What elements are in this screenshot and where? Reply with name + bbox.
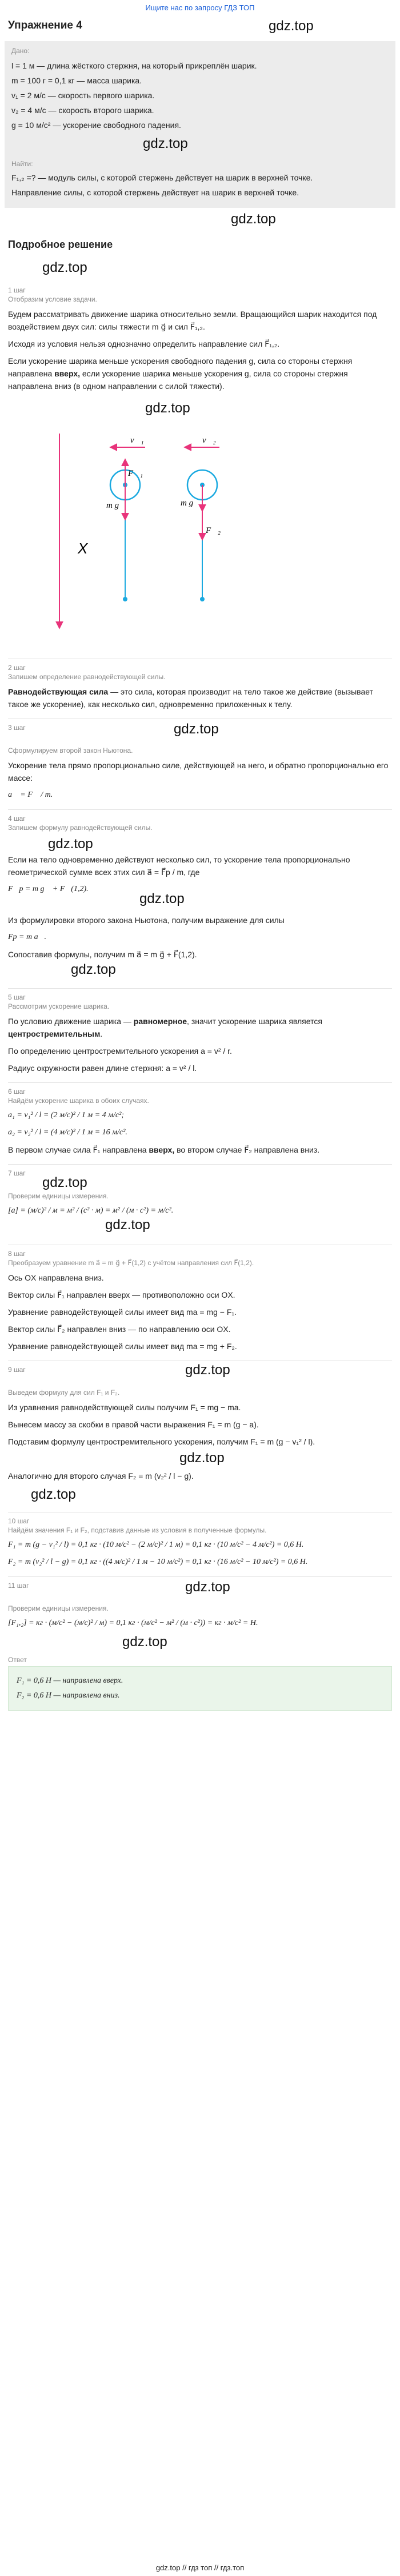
watermark: gdz.top [174,721,219,737]
F1-label: F⃗₁ [128,469,143,478]
step-text: Вектор силы F⃗₂ направлен вниз — по направлению оси OX. [8,1325,231,1334]
formula: [F₁,₂] = кг · (м/с² − (м/с)² / м) = 0,1 кг · (м/с² − м² / (м · с²)) = кг · м/с² = Н. [8,1619,258,1627]
formula: a₁ = v₁² / l = (2 м/с)² / 1 м = 4 м/с²; [8,1111,125,1120]
step-text: Из уравнения равнодействующей силы получим F₁ = mg − ma. [8,1403,241,1412]
step-text: Если ускорение шарика меньше ускорения свободного падения g, сила со стороны стержня направлена вверх, если ускорение шарика меньше ускорения g, сила со стороны стержня направлена вниз (в одном направлении с силой тяжести). [8,356,353,391]
watermark: gdz.top [231,211,276,227]
step-label: 4 шаг [8,814,26,822]
watermark-row [8,1452,392,1470]
given-section [5,41,395,208]
formula: Fр = m a⃗. [8,933,46,941]
watermark-row [8,1634,392,1651]
watermark: gdz.top [48,836,93,852]
step-title: Отобразим условие задачи. [8,295,97,303]
watermark: gdz.top [185,1362,230,1378]
formula: [a] = (м/с)² / м = м² / (с² · м) = м² / (м · с²) = м/с². [8,1206,174,1215]
divider [8,1164,392,1165]
top-search-banner[interactable]: Ищите нас по запросу ГДЗ ТОП [145,3,255,12]
formula: a₂ = v₂² / l = (4 м/с)² / 1 м = 16 м/с². [8,1128,127,1137]
given-line: l = 1 м — длина жёсткого стержня, на который прикреплён шарик. [11,61,257,70]
step-label: 3 шаг [8,724,26,732]
step-text: Подставим формулу центростремительного ускорения, получим F₁ = m (g − v₁² / l). [8,1437,315,1446]
F2-label: F⃗₂ [206,526,221,535]
step-title: Сформулируем второй закон Ньютона. [8,747,133,755]
step-text: Из формулировки второго закона Ньютона, получим выражение для силы [8,916,285,925]
watermark: gdz.top [269,18,314,34]
header [0,15,400,41]
given-line: m = 100 г = 0,1 кг — масса шарика. [11,76,142,85]
watermark-row [8,1217,392,1237]
watermark: gdz.top [122,1634,167,1650]
step-text: Сопоставив формулы, получим m a⃗ = m g⃗ + F⃗(1,2). [8,950,197,959]
given-line: v₂ = 4 м/с — скорость второго шарика. [11,106,154,115]
step-text: Уравнение равнодействующей силы имеет вид ma = mg + F₂. [8,1342,237,1351]
step-label: 2 шаг [8,664,26,672]
step-label: 5 шаг [8,993,26,1001]
watermark-row [8,891,392,914]
step-label: 10 шаг [8,1517,30,1525]
v1-label: v⃗₁ [130,436,144,445]
step-text: Вынесем массу за скобки в правой части выражения F₁ = m (g − a). [8,1420,259,1429]
rod-1-end [123,597,127,601]
answer-line: F₁ = 0,6 Н — направлена вверх. [17,1676,123,1685]
step-text: Аналогично для второго случая F₂ = m (v₂² / l − g). [8,1471,194,1480]
step-label: 9 шаг [8,1366,26,1374]
formula: a⃗ = F⃗ / m. [8,791,53,799]
step-text: Вектор силы F⃗₁ направлен вверх — противоположно оси OX. [8,1290,235,1299]
step-text: Уравнение равнодействующей силы имеет вид ma = mg − F₁. [8,1307,237,1317]
formula: F₁ = m (g − v₁² / l) = 0,1 кг · (10 м/с² − (2 м/с)² / 1 м) = 0,1 кг · (10 м/с² − 4 м/с²) = 0,6 Н. [8,1540,304,1549]
watermark-row [8,208,392,233]
step-title: Найдём ускорение шарика в обоих случаях. [8,1097,149,1105]
step-title: Рассмотрим ускорение шарика. [8,1002,110,1010]
step-label: 7 шаг [8,1169,26,1177]
watermark: gdz.top [31,1487,76,1502]
formula: F⃗р = m g⃗ + F⃗(1,2). [8,885,89,893]
step-title: Проверим единицы измерения. [8,1604,109,1612]
watermark: gdz.top [42,1175,87,1190]
step-title: Запишем определение равнодействующей силы. [8,673,166,681]
step-label: 8 шаг [8,1250,26,1258]
divider [8,988,392,989]
watermark: gdz.top [105,1217,150,1233]
step-text: Будем рассматривать движение шарика относительно земли. Вращающийся шарик находится под воздействием двух сил: силы тяжести m g⃗ и сил F⃗₁,₂. [8,310,377,331]
step-text: Если на тело одновременно действуют несколько сил, то ускорение тела пропорционально геометрической сумме всех этих сил a⃗ = F⃗р / m, где [8,855,350,877]
step-title: Проверим единицы измерения. [8,1192,109,1200]
page-title: Упражнение 4 [8,19,82,31]
divider [8,1082,392,1083]
given-label: Дано: [11,47,30,55]
watermark: gdz.top [145,400,190,416]
v2-label: v⃗₂ [202,436,216,445]
solution-section [0,208,400,1711]
watermark: gdz.top [71,962,116,977]
force-diagram [8,422,392,651]
mg2-label: m g⃗ [181,499,200,508]
footer: gdz.top // гдз топ // гдз.топ [155,2563,245,2572]
find-line: Направление силы, с которой стержень действует на шарик в верхней точке. [11,188,299,197]
answer-line: F₂ = 0,6 Н — направлена вниз. [17,1691,120,1700]
step-label: 6 шаг [8,1088,26,1096]
find-label: Найти: [11,160,33,168]
formula: F₂ = m (v₂² / l − g) = 0,1 кг · ((4 м/с)² / 1 м − 10 м/с²) = 0,1 кг · (16 м/с² − 10 м/с²) = 0,6 Н. [8,1558,308,1566]
find-line: F₁,₂ =? — модуль силы, с которой стержень действует на шарик в верхней точке. [11,173,313,182]
step-text: Равнодействующая сила — это сила, которая производит на тело такое же действие (вызывает такое же ускорение), как несколько сил, одновременно приложенных к телу. [8,687,373,709]
mg1-label: m g⃗ [106,501,126,510]
step-text: Радиус окружности равен длине стержня: a = v² / l. [8,1064,197,1073]
given-line: g = 10 м/с² — ускорение свободного падения. [11,121,181,130]
given-line: v₁ = 2 м/с — скорость первого шарика. [11,91,155,100]
step-title: Выведем формулу для сил F₁ и F₂. [8,1389,120,1397]
watermark: gdz.top [143,136,188,151]
step-text: В первом случае сила F⃗₁ направлена вверх, во втором случае F⃗₂ направлена вниз. [8,1145,320,1154]
step-text: По условию движение шарика — равномерное, значит ускорение шарика является центростремительным. [8,1017,322,1038]
step-text: Ускорение тела прямо пропорционально силе, действующей на него, и обратно пропорционально его массе: [8,761,389,783]
force-diagram-svg [8,422,392,651]
watermark-row [8,397,392,422]
watermark-row [8,1175,392,1192]
rod-2-end [200,597,205,601]
watermark-row [8,1487,392,1504]
watermark: gdz.top [185,1579,230,1595]
watermark: gdz.top [42,260,87,275]
watermark-row [8,962,392,980]
watermark-row [8,256,392,282]
step-label: 1 шаг [8,286,26,294]
step-text: Ось OX направлена вниз. [8,1273,104,1282]
step-title: Преобразуем уравнение m a⃗ = m g⃗ + F⃗(1,2) с учётом направления сил F⃗(1,2). [8,1259,254,1267]
divider [8,809,392,810]
watermark-row [8,836,392,853]
divider [8,1576,392,1577]
step-label: 11 шаг [8,1582,29,1590]
watermark-row [11,133,389,158]
answer-box [8,1666,392,1711]
step-title: Запишем формулу равнодействующей силы. [8,824,153,832]
watermark: gdz.top [139,891,185,906]
watermark: gdz.top [179,1450,225,1466]
step-title: Найдём значения F₁ и F₂, подставив данные из условия в полученные формулы. [8,1526,267,1534]
step-text: Исходя из условия нельзя однозначно определить направление сил F⃗₁,₂. [8,339,280,348]
answer-label: Ответ [8,1656,27,1664]
step-text: По определению центростремительного ускорения a = v² / r. [8,1046,232,1056]
solution-title: Подробное решение [8,239,113,250]
x-axis-label: X [78,540,88,557]
